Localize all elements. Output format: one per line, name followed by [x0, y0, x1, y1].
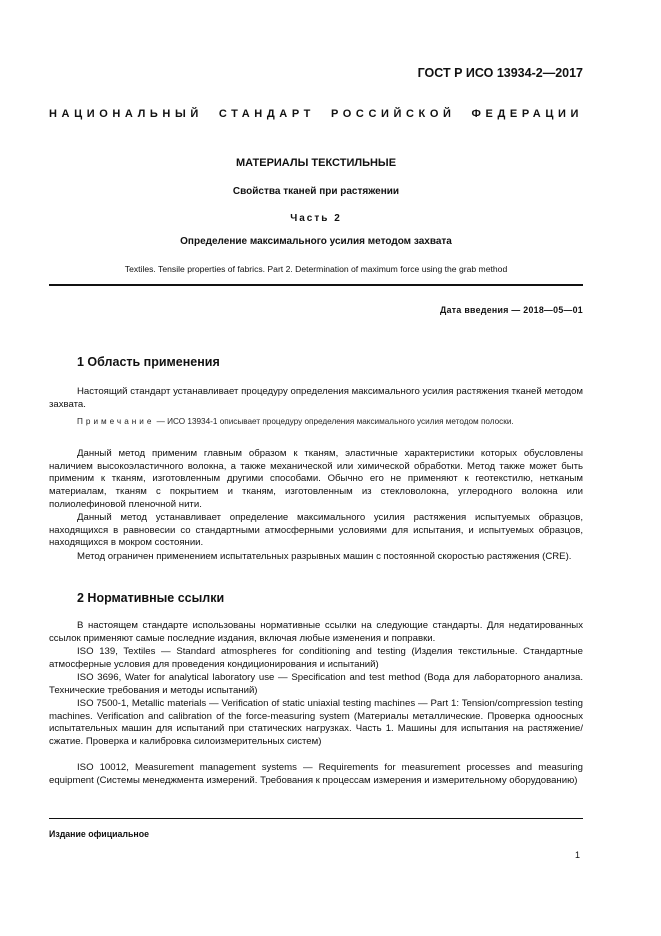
reference-iso-139: ISO 139, Textiles — Standard atmospheres for conditioning and testing (Изделия текстильные. Стандартные атмосферные условия для проведения кондиционирования и испытаний) [49, 646, 583, 670]
title-line-1: МАТЕРИАЛЫ ТЕКСТИЛЬНЫЕ [235, 157, 397, 169]
section-1-heading: 1 Область применения [77, 355, 220, 369]
reference-iso-7500-1: ISO 7500-1, Metallic materials — Verification of static uniaxial testing machines — Part 1: Tension/compression testing machines. Verification and calibration of the force-measuring system (Материалы металлические. Проверка одноосных испытательных машин для испытаний при статических нагрузках. Часть 1. Машины для испытания на растяжение/сжатие. Проверка и калибровка силоизмерительных систем) [49, 698, 583, 748]
section-1-paragraph-3: Данный метод устанавливает определение максимального усилия растяжения испытуемых образцов, находящихся в равновесии со стандартными атмосферными условиями для испытания, и испытуемых образцов, находящихся в мокром состоянии. [49, 512, 583, 549]
section-1-paragraph-2: Данный метод применим главным образом к тканям, эластичные характеристики которых обусловлены наличием высокоэластичного волокна, а также механической или химической обработки. Метод также может быть применим к тканям, изготовленным другими способами. Обычно его не применяют к геотекстилю, нетканым материалам, тканям с покрытием и тканям, изготовленным из стекловолокна, углеродного волокна или полиолефиновой пленочной нити. [49, 448, 583, 510]
introduction-date: Дата введения — 2018—05—01 [440, 305, 583, 315]
note-text: — ИСО 13934-1 описывает процедуру определения максимального усилия методом полоски. [154, 417, 514, 426]
section-1-paragraph-4: Метод ограничен применением испытательных разрывных машин с постоянной скоростью растяжения (CRE). [77, 551, 572, 562]
title-line-3: Часть 2 [290, 213, 342, 224]
note-label: Примечание [77, 417, 155, 426]
page-number: 1 [574, 850, 580, 860]
title-line-4: Определение максимального усилия методом захвата [180, 236, 452, 247]
section-2-heading: 2 Нормативные ссылки [77, 591, 225, 605]
title-english: Textiles. Tensile properties of fabrics. Part 2. Determination of maximum force using the grab method [124, 264, 508, 274]
reference-iso-10012: ISO 10012, Measurement management systems — Requirements for measurement processes and measuring equipment (Системы менеджмента измерений. Требования к процессам измерения и измерительному оборудованию) [49, 762, 583, 786]
national-standard-banner: НАЦИОНАЛЬНЫЙ СТАНДАРТ РОССИЙСКОЙ ФЕДЕРАЦИИ [49, 108, 583, 120]
section-1-note [49, 416, 583, 428]
document-number: ГОСТ Р ИСО 13934-2—2017 [417, 66, 583, 80]
title-line-2: Свойства тканей при растяжении [232, 186, 400, 197]
footer-divider [49, 818, 583, 819]
official-edition-label: Издание официальное [49, 829, 149, 839]
header-divider [49, 284, 583, 286]
section-2-paragraph-1: В настоящем стандарте использованы нормативные ссылки на следующие стандарты. Для недатированных ссылок применяют самые последние издания, включая любые изменения и поправки. [49, 620, 583, 644]
section-1-paragraph-1: Настоящий стандарт устанавливает процедуру определения максимального усилия растяжения тканей методом захвата. [49, 386, 583, 410]
reference-iso-3696: ISO 3696, Water for analytical laboratory use — Specification and test method (Вода для лабораторного анализа. Технические требования и методы испытаний) [49, 672, 583, 696]
